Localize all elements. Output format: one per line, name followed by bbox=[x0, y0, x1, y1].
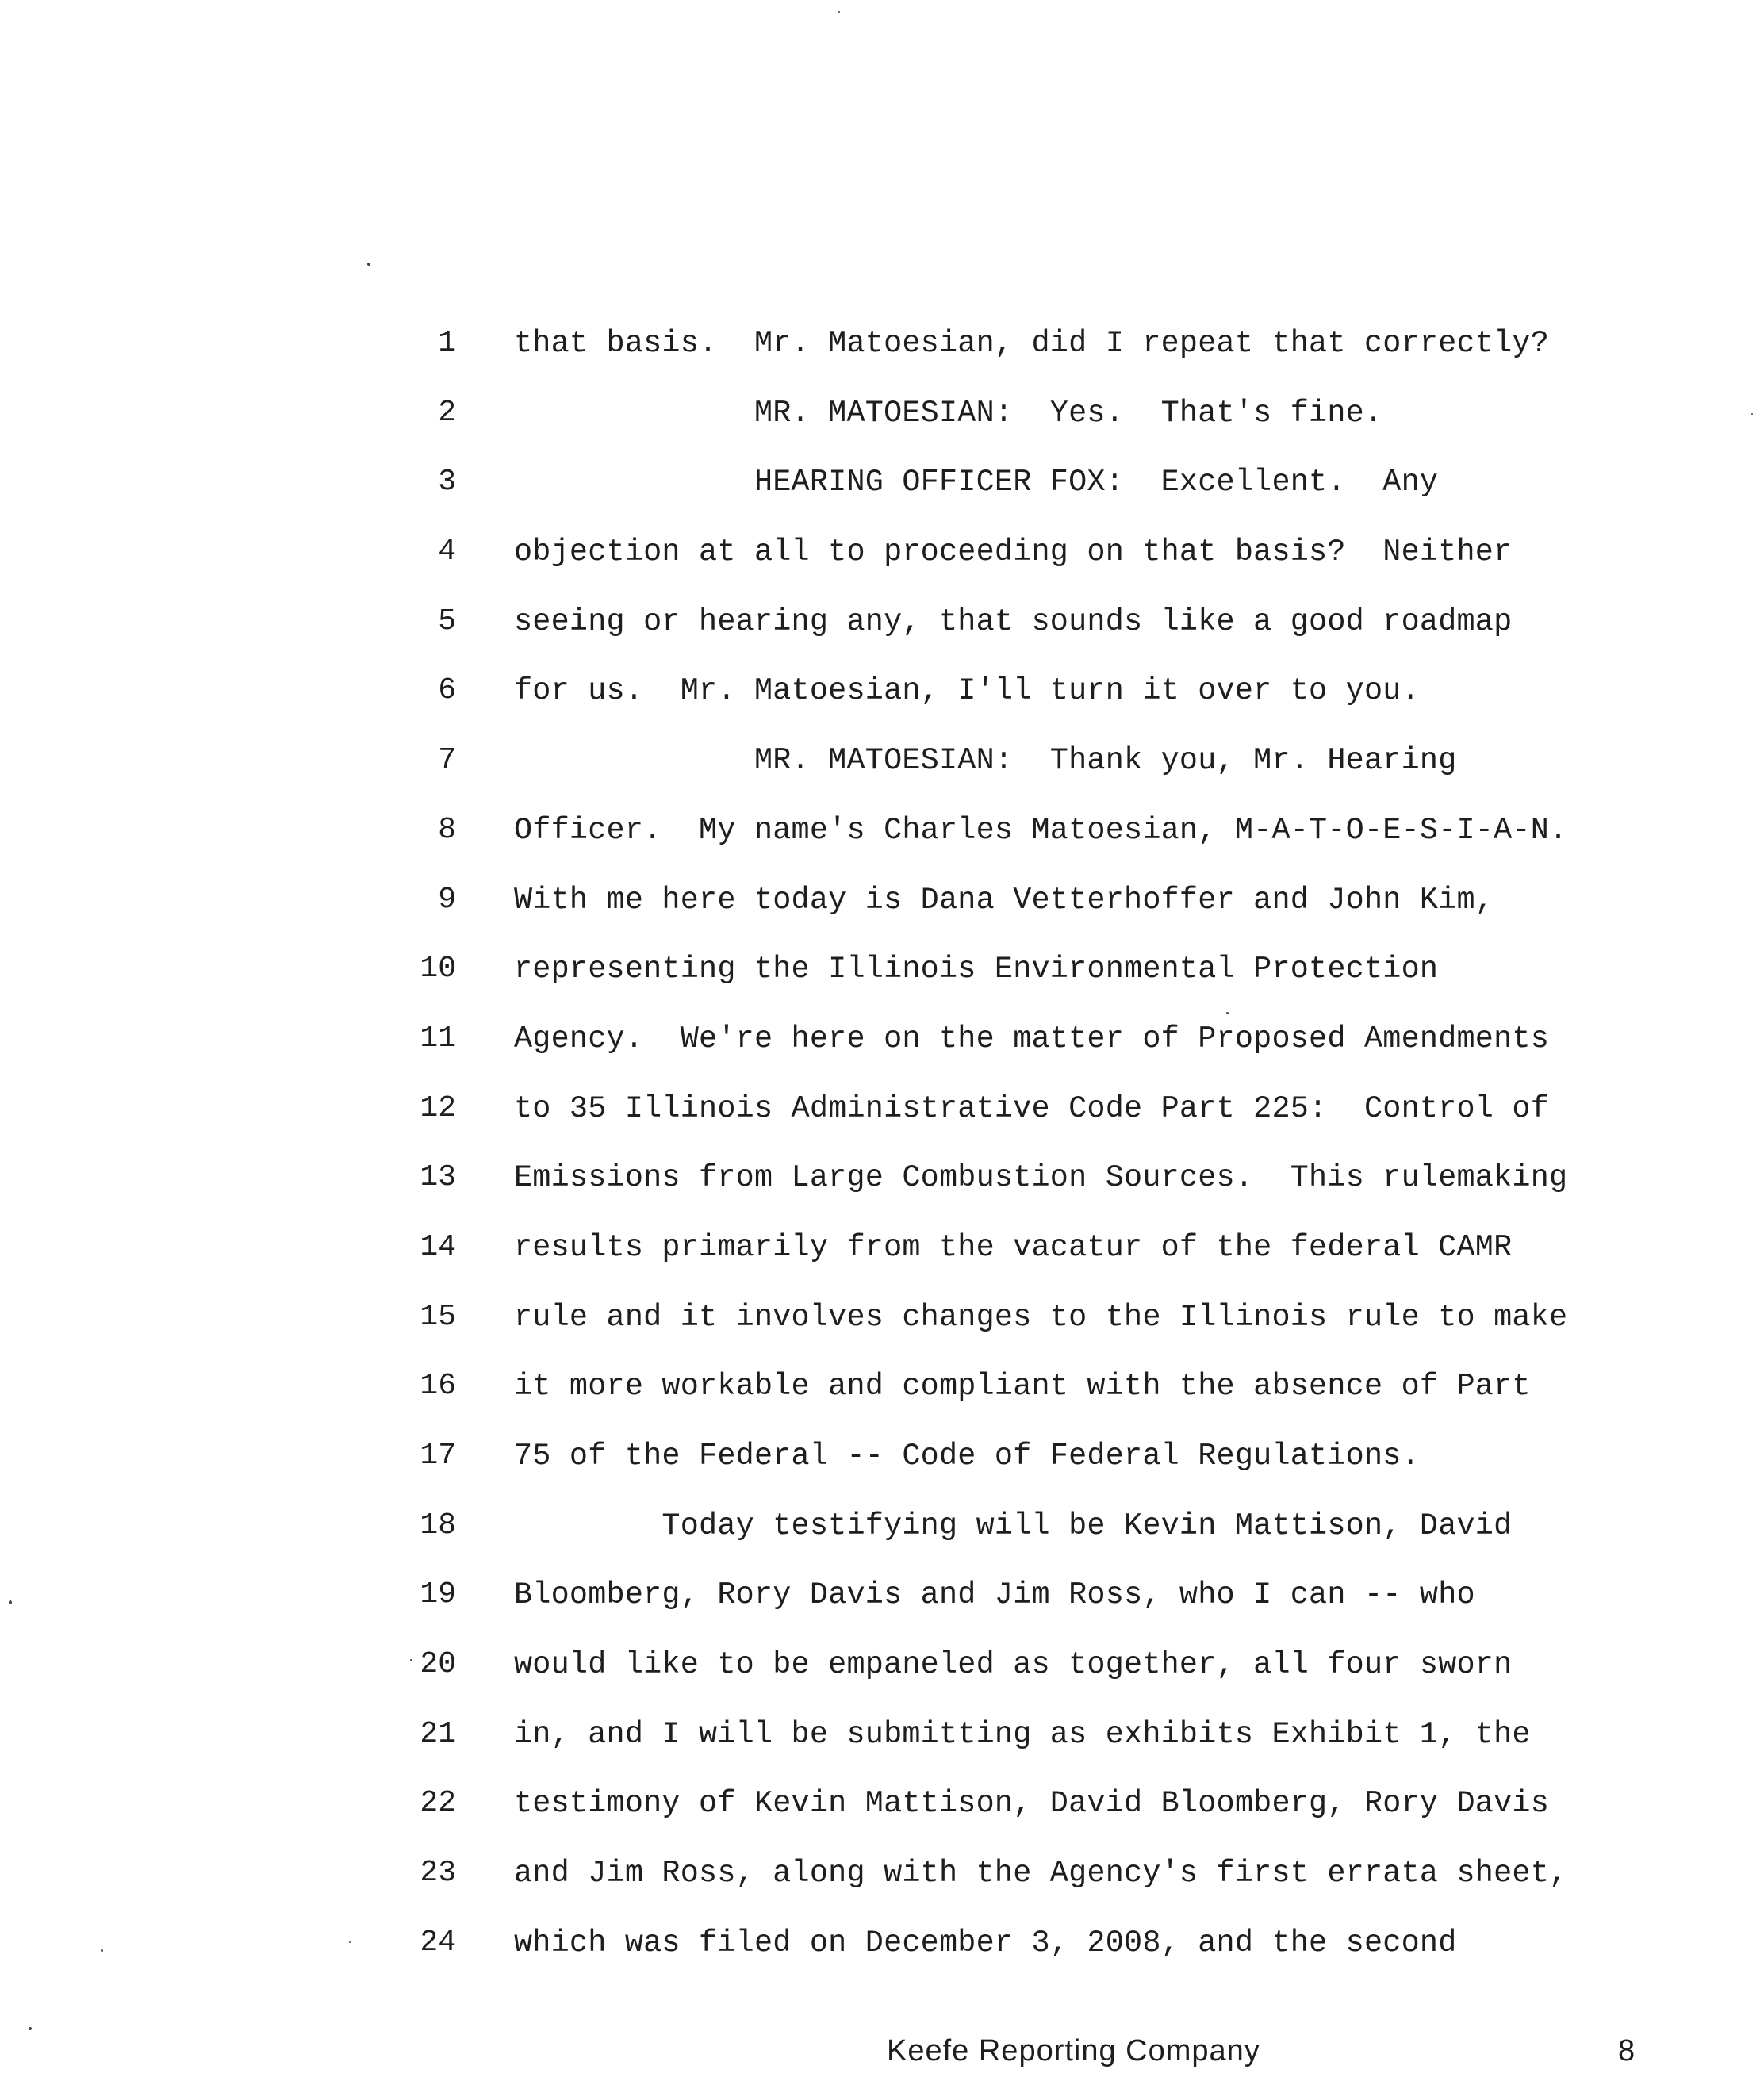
transcript-line bbox=[0, 669, 1764, 738]
transcript-line bbox=[0, 1155, 1764, 1225]
transcript-line bbox=[0, 321, 1764, 391]
transcript-line bbox=[0, 1295, 1764, 1365]
transcript-line bbox=[0, 808, 1764, 878]
line-text: and Jim Ross, along with the Agency's first errata sheet, bbox=[514, 1856, 1568, 1891]
line-number: 14 bbox=[420, 1229, 456, 1264]
transcript-line bbox=[0, 1225, 1764, 1295]
line-number: 9 bbox=[438, 882, 456, 917]
footer-company-name: Keefe Reporting Company bbox=[887, 2034, 1260, 2068]
line-text: which was filed on December 3, 2008, and the second bbox=[514, 1925, 1457, 1960]
scan-speck bbox=[838, 11, 840, 13]
transcript-line bbox=[0, 1642, 1764, 1712]
line-text: rule and it involves changes to the Illinois rule to make bbox=[514, 1299, 1568, 1335]
transcript-line bbox=[0, 1921, 1764, 1991]
transcript-line bbox=[0, 738, 1764, 808]
transcript-line bbox=[0, 1086, 1764, 1156]
line-text: in, and I will be submitting as exhibits Exhibit 1, the bbox=[514, 1716, 1531, 1752]
line-number: 8 bbox=[438, 812, 456, 847]
line-text: HEARING OFFICER FOX: Excellent. Any bbox=[514, 465, 1439, 500]
line-number: 12 bbox=[420, 1090, 456, 1125]
transcript-body bbox=[0, 321, 1764, 1991]
line-number: 19 bbox=[420, 1577, 456, 1612]
transcript-line bbox=[0, 1364, 1764, 1434]
line-number: 6 bbox=[438, 673, 456, 708]
line-text: MR. MATOESIAN: Thank you, Mr. Hearing bbox=[514, 743, 1457, 779]
transcript-line bbox=[0, 460, 1764, 530]
transcript-line bbox=[0, 1504, 1764, 1573]
line-number: 15 bbox=[420, 1299, 456, 1334]
line-text: 75 of the Federal -- Code of Federal Regulations. bbox=[514, 1439, 1420, 1474]
line-number: 22 bbox=[420, 1786, 456, 1821]
line-number: 13 bbox=[420, 1160, 456, 1195]
line-text: testimony of Kevin Mattison, David Bloomberg, Rory Davis bbox=[514, 1786, 1550, 1822]
line-text: With me here today is Dana Vetterhoffer and John Kim, bbox=[514, 882, 1494, 918]
line-number: 5 bbox=[438, 604, 456, 638]
scan-speck bbox=[367, 263, 370, 266]
line-number: 18 bbox=[420, 1508, 456, 1543]
line-text: Agency. We're here on the matter of Proposed Amendments bbox=[514, 1021, 1550, 1056]
line-text: representing the Illinois Environmental Protection bbox=[514, 952, 1439, 987]
transcript-line bbox=[0, 600, 1764, 669]
line-number: 4 bbox=[438, 535, 456, 569]
line-number: 24 bbox=[420, 1925, 456, 1960]
line-number: 10 bbox=[420, 952, 456, 987]
line-text: it more workable and compliant with the absence of Part bbox=[514, 1369, 1531, 1405]
line-text: Bloomberg, Rory Davis and Jim Ross, who I can -- who bbox=[514, 1577, 1475, 1613]
line-number: 23 bbox=[420, 1856, 456, 1891]
transcript-line bbox=[0, 1017, 1764, 1086]
line-text: seeing or hearing any, that sounds like a good roadmap bbox=[514, 604, 1513, 639]
transcript-line bbox=[0, 1434, 1764, 1504]
transcript-line bbox=[0, 1851, 1764, 1921]
transcript-line bbox=[0, 530, 1764, 600]
transcript-line bbox=[0, 1781, 1764, 1851]
footer-page-number: 8 bbox=[1618, 2034, 1636, 2068]
line-text: MR. MATOESIAN: Yes. That's fine. bbox=[514, 395, 1383, 431]
line-text: objection at all to proceeding on that basis? Neither bbox=[514, 535, 1513, 570]
transcript-line bbox=[0, 947, 1764, 1017]
line-number: 16 bbox=[420, 1369, 456, 1404]
line-number: 11 bbox=[420, 1021, 456, 1056]
line-text: Officer. My name's Charles Matoesian, M-A-T-O-E-S-I-A-N. bbox=[514, 812, 1568, 848]
transcript-line bbox=[0, 391, 1764, 461]
line-text: would like to be empaneled as together, all four sworn bbox=[514, 1647, 1513, 1683]
line-number: 20 bbox=[420, 1647, 456, 1682]
line-number: 17 bbox=[420, 1439, 456, 1473]
line-number: 7 bbox=[438, 743, 456, 778]
scan-speck bbox=[29, 2027, 32, 2030]
line-number: 3 bbox=[438, 465, 456, 500]
transcript-line bbox=[0, 878, 1764, 948]
transcript-line bbox=[0, 1712, 1764, 1782]
line-number: 1 bbox=[438, 326, 456, 360]
line-text: to 35 Illinois Administrative Code Part 225: Control of bbox=[514, 1090, 1550, 1126]
line-number: 21 bbox=[420, 1716, 456, 1751]
line-text: Today testifying will be Kevin Mattison, David bbox=[514, 1508, 1513, 1543]
line-text: results primarily from the vacatur of the federal CAMR bbox=[514, 1229, 1513, 1265]
line-number: 2 bbox=[438, 395, 456, 430]
line-text: for us. Mr. Matoesian, I'll turn it over to you. bbox=[514, 673, 1420, 709]
transcript-line bbox=[0, 1573, 1764, 1642]
line-text: that basis. Mr. Matoesian, did I repeat that correctly? bbox=[514, 326, 1550, 361]
line-text: Emissions from Large Combustion Sources. This rulemaking bbox=[514, 1160, 1568, 1196]
